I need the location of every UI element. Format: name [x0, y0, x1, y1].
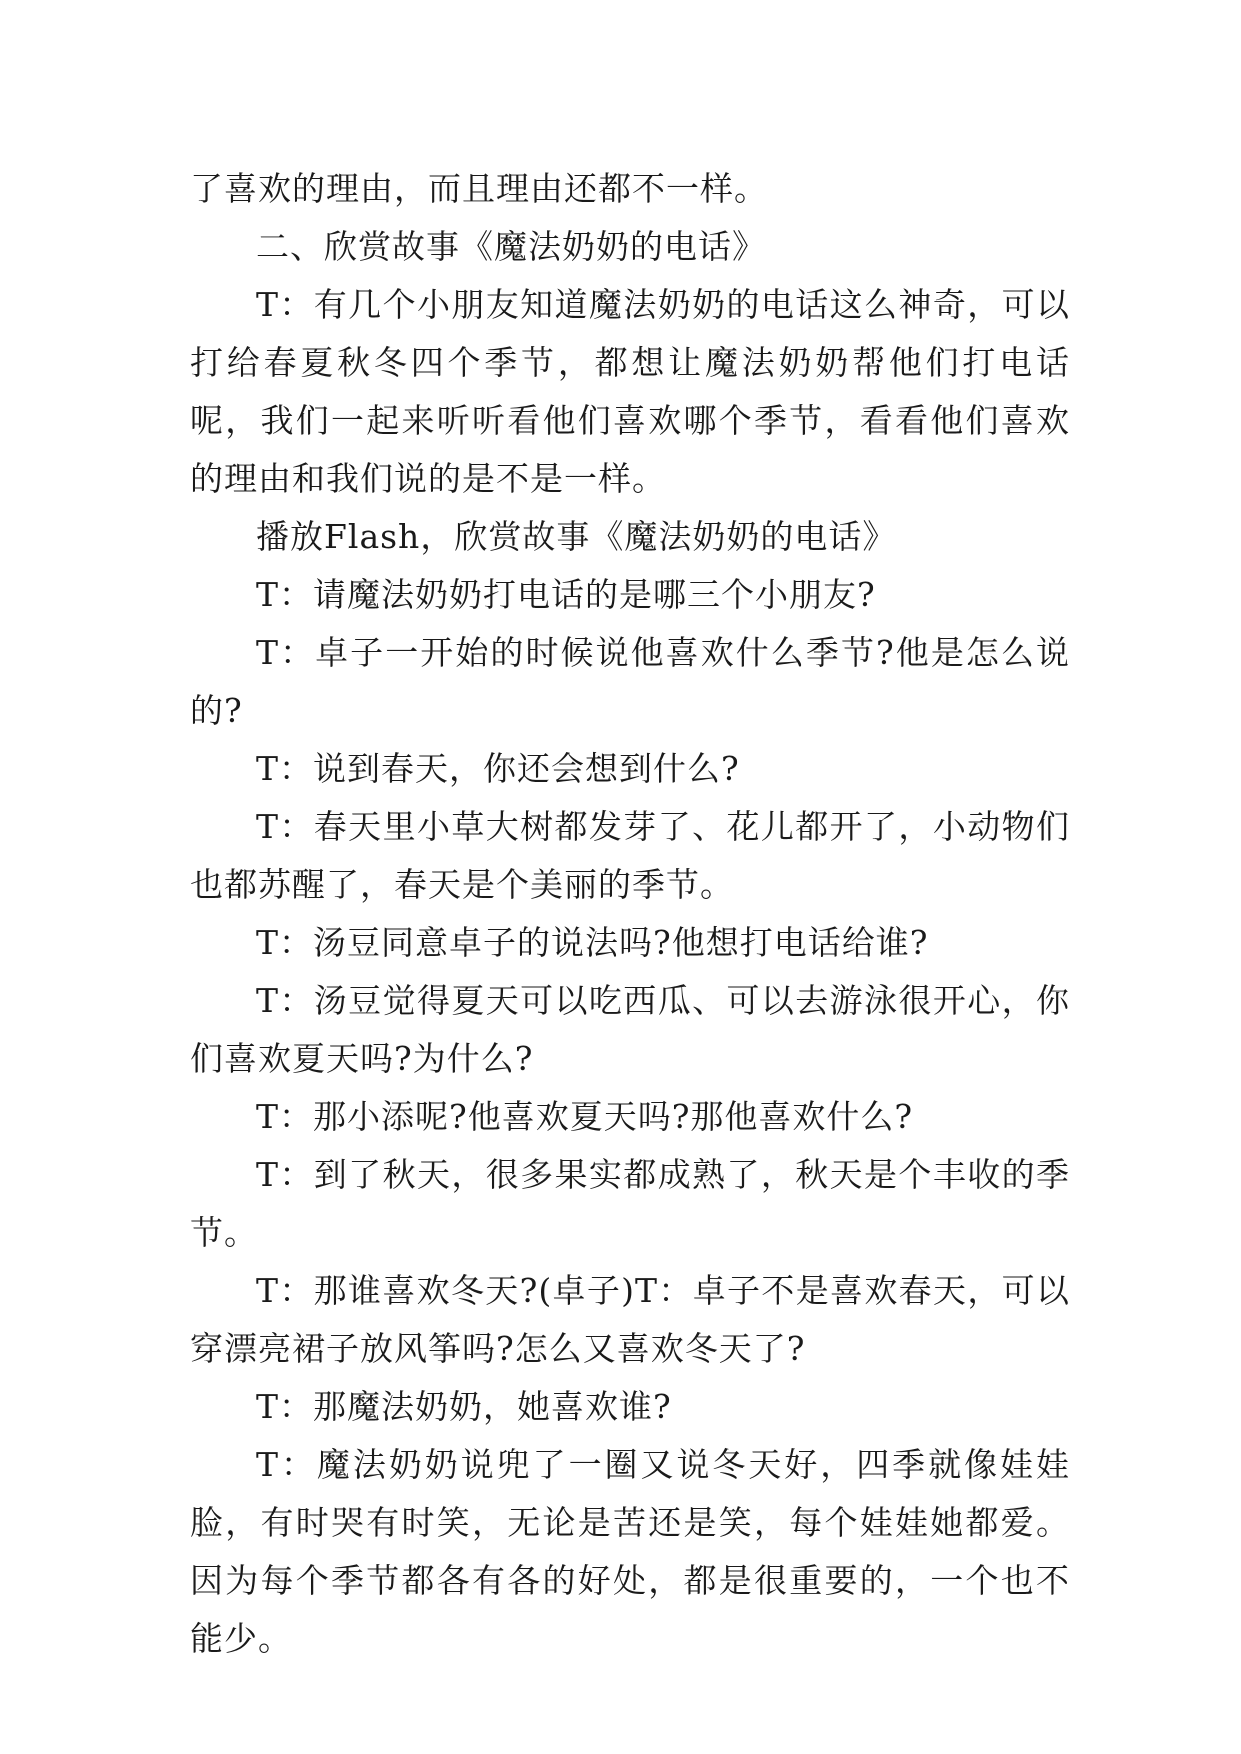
paragraph: T：到了秋天，很多果实都成熟了，秋天是个丰收的季节。	[190, 1155, 1070, 1252]
paragraph-continuation: 了喜欢的理由，而且理由还都不一样。	[190, 169, 768, 208]
document-body	[190, 160, 1070, 1668]
paragraph: 播放Flash，欣赏故事《魔法奶奶的电话》	[256, 517, 897, 556]
section-heading: 二、欣赏故事《魔法奶奶的电话》	[256, 227, 766, 266]
paragraph: T：说到春天，你还会想到什么?	[256, 749, 740, 788]
paragraph: T：春天里小草大树都发芽了、花儿都开了，小动物们也都苏醒了，春天是个美丽的季节。	[190, 807, 1070, 904]
paragraph: T：有几个小朋友知道魔法奶奶的电话这么神奇，可以打给春夏秋冬四个季节，都想让魔法奶奶帮他们打电话呢，我们一起来听听看他们喜欢哪个季节，看看他们喜欢的理由和我们说的是不是一样。	[190, 285, 1070, 498]
paragraph: T：汤豆觉得夏天可以吃西瓜、可以去游泳很开心，你们喜欢夏天吗?为什么?	[190, 981, 1070, 1078]
paragraph: T：卓子一开始的时候说他喜欢什么季节?他是怎么说的?	[190, 633, 1070, 730]
paragraph: T：请魔法奶奶打电话的是哪三个小朋友?	[256, 575, 876, 614]
paragraph: T：汤豆同意卓子的说法吗?他想打电话给谁?	[256, 923, 929, 962]
paragraph: T：那谁喜欢冬天?(卓子)T：卓子不是喜欢春天，可以穿漂亮裙子放风筝吗?怎么又喜欢冬天了?	[190, 1271, 1070, 1368]
paragraph: T：那魔法奶奶，她喜欢谁?	[256, 1387, 672, 1426]
paragraph: T：那小添呢?他喜欢夏天吗?那他喜欢什么?	[256, 1097, 914, 1136]
paragraph: T：魔法奶奶说兜了一圈又说冬天好，四季就像娃娃脸，有时哭有时笑，无论是苦还是笑，每个娃娃她都爱。因为每个季节都各有各的好处，都是很重要的，一个也不能少。	[190, 1445, 1070, 1658]
